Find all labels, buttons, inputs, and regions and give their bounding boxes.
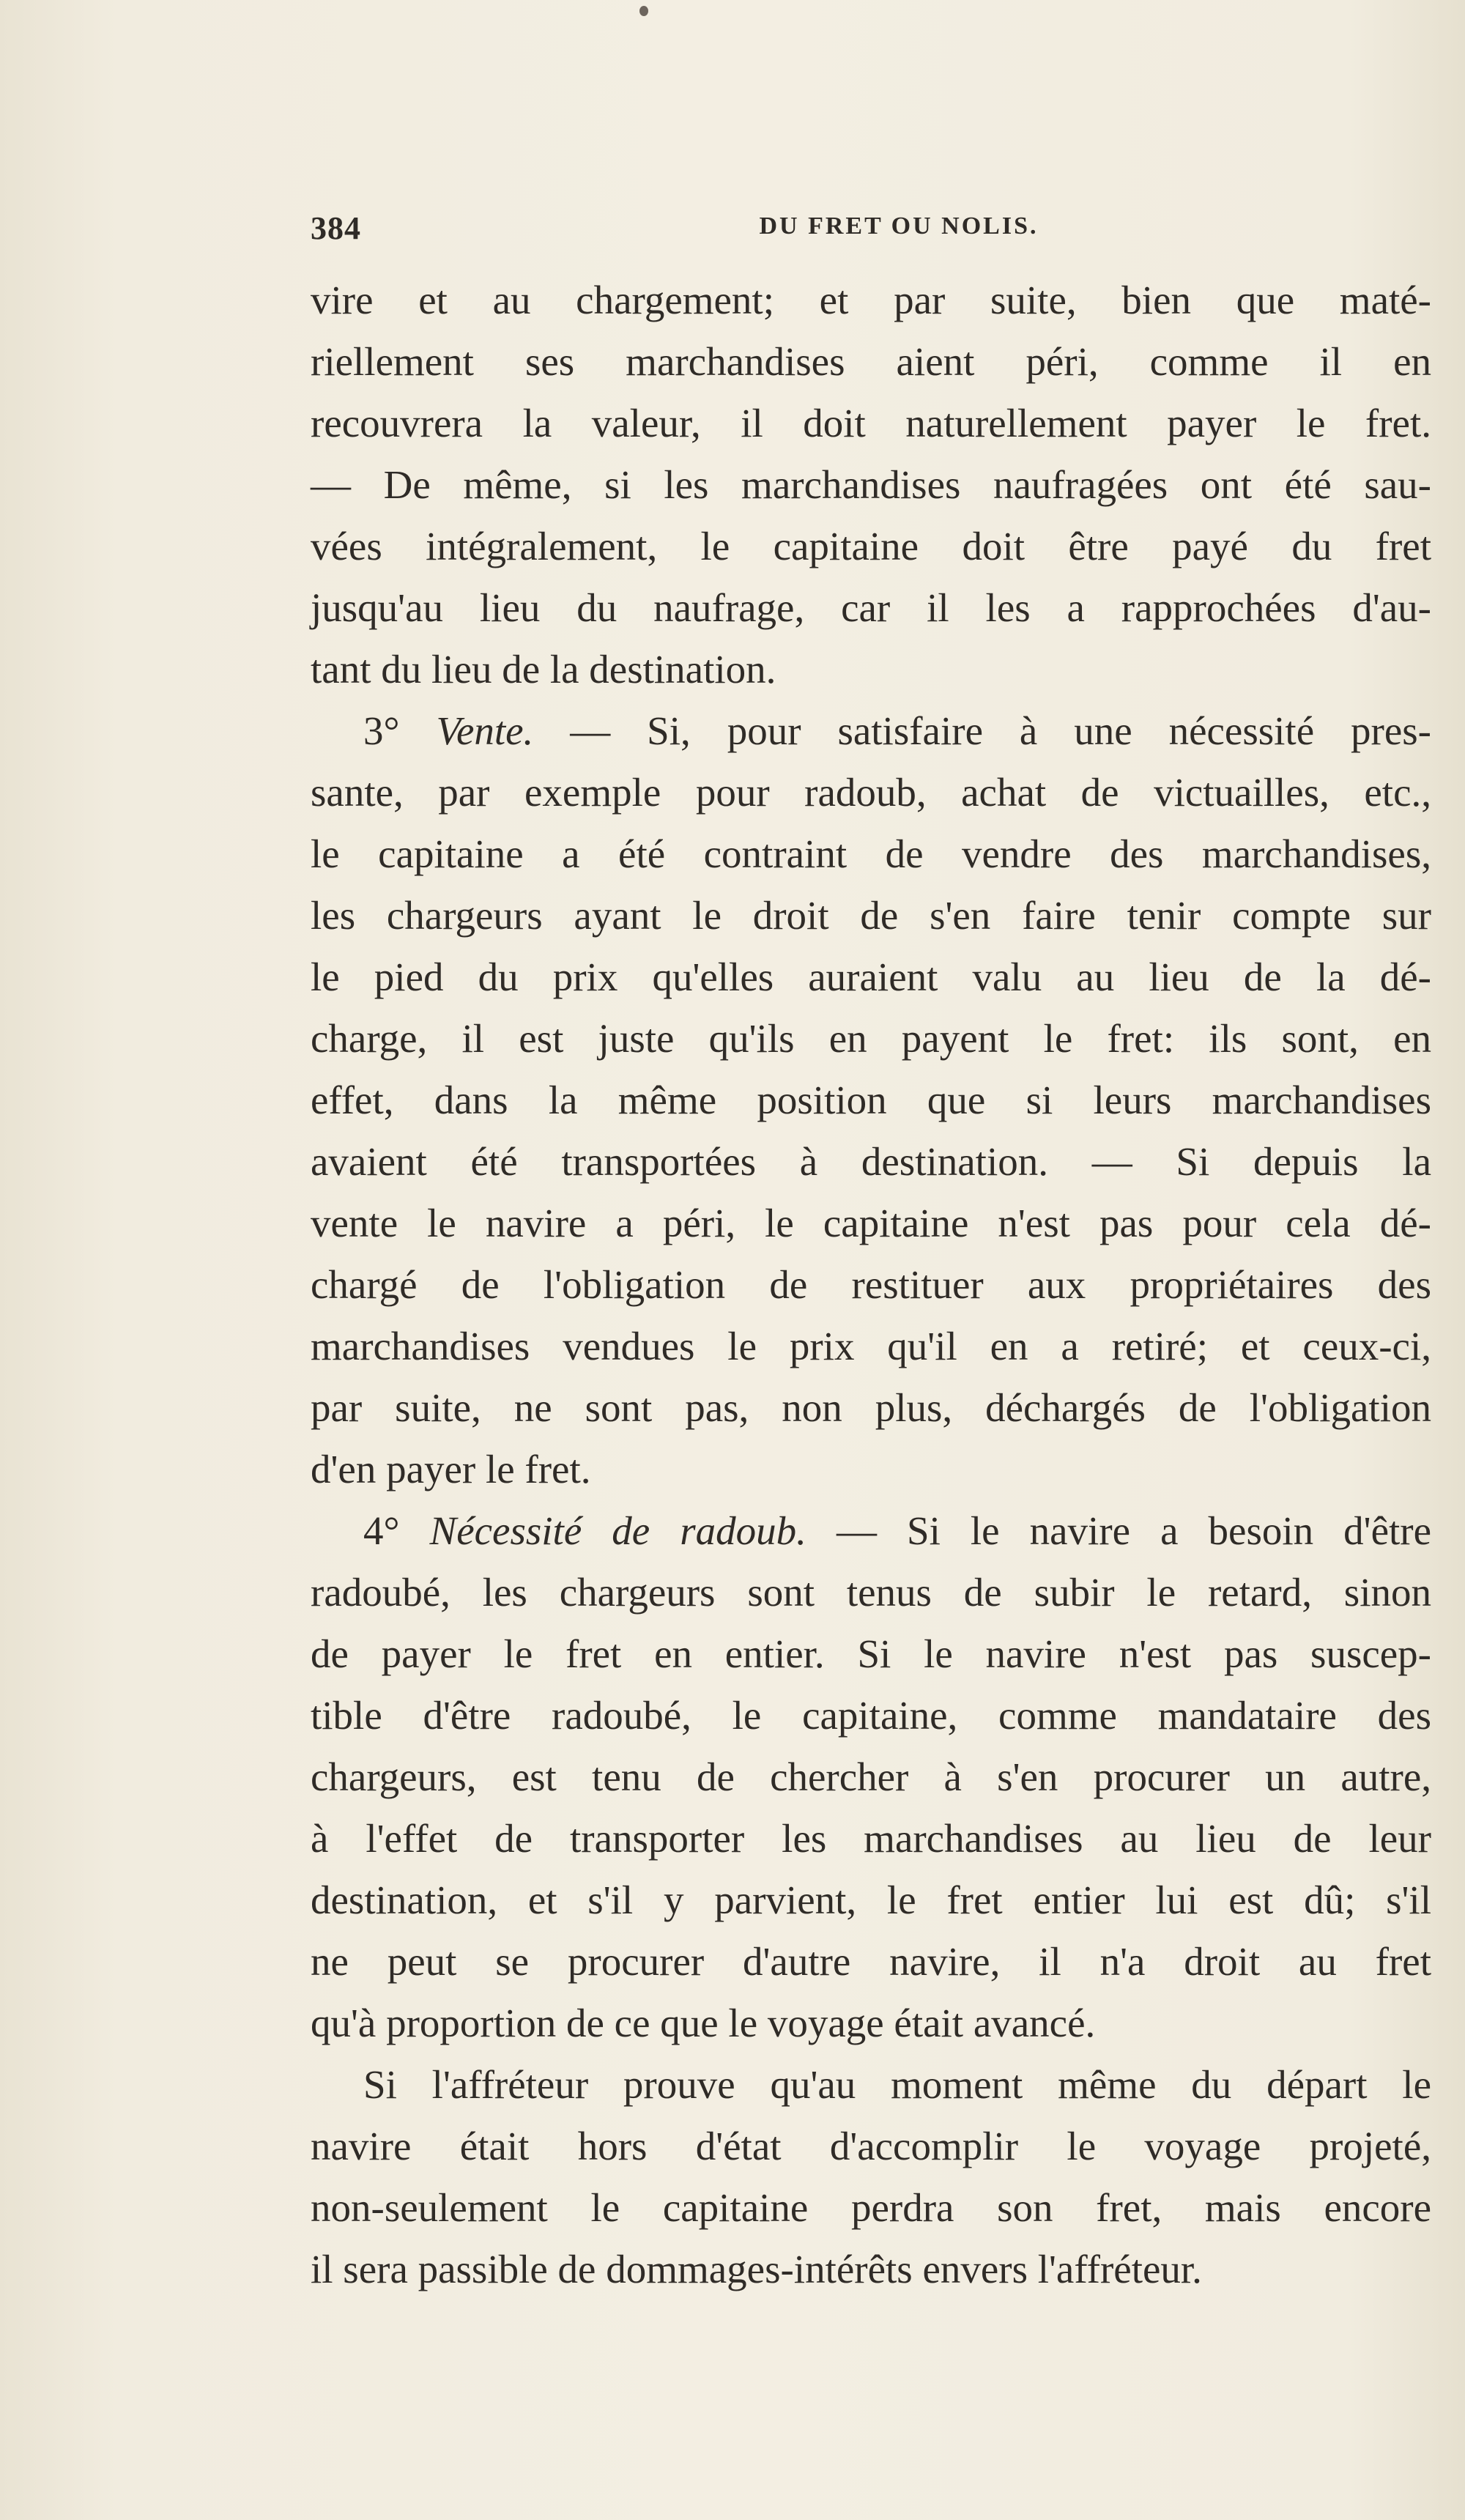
text-line: charge, il est juste qu'ils en payent le fret: ils sont, en <box>311 1016 1431 1061</box>
text-line: le pied du prix qu'elles auraient valu au lieu de la dé- <box>311 955 1431 999</box>
paragraph-end-line: qu'à proportion de ce que le voyage était avancé. <box>311 2001 1096 2045</box>
paragraph-end-line: il sera passible de dommages-intérêts envers l'affréteur. <box>311 2247 1202 2291</box>
text-line: chargeurs, est tenu de chercher à s'en procurer un autre, <box>311 1754 1431 1799</box>
text-line: vente le navire a péri, le capitaine n'est pas pour cela dé- <box>311 1201 1431 1245</box>
body-text <box>311 270 1431 2300</box>
paragraph-end-line: d'en payer le fret. <box>311 1447 591 1491</box>
section-title-radoub: Nécessité de radoub. <box>429 1508 806 1553</box>
text-line: destination, et s'il y parvient, le fret entier lui est dû; s'il <box>311 1878 1431 1922</box>
text-line: de payer le fret en entier. Si le navire n'est pas suscep- <box>311 1631 1431 1676</box>
text-line: vire et au chargement; et par suite, bien que maté- <box>311 278 1431 322</box>
ink-speck <box>639 6 648 16</box>
text-line: riellement ses marchandises aient péri, comme il en <box>311 339 1431 384</box>
section-text: — Si, pour satisfaire à une nécessité pres- <box>533 708 1431 753</box>
section-number: 3° <box>363 708 437 753</box>
text-line: non-seulement le capitaine perdra son fret, mais encore <box>311 2185 1431 2230</box>
text-line: ne peut se procurer d'autre navire, il n'a droit au fret <box>311 1939 1431 1984</box>
text-line: les chargeurs ayant le droit de s'en faire tenir compte sur <box>311 893 1431 938</box>
text-line: par suite, ne sont pas, non plus, déchargés de l'obligation <box>311 1385 1431 1430</box>
text-line: recouvrera la valeur, il doit naturellement payer le fret. <box>311 401 1431 445</box>
section-number: 4° <box>363 1508 430 1553</box>
text-line: chargé de l'obligation de restituer aux propriétaires des <box>311 1262 1431 1307</box>
section-title-vente: Vente. <box>436 708 534 753</box>
text-line: sante, par exemple pour radoub, achat de victuailles, etc., <box>311 770 1431 815</box>
text-line: effet, dans la même position que si leurs marchandises <box>311 1078 1431 1122</box>
paragraph-start-line: Si l'affréteur prouve qu'au moment même du départ le <box>363 2062 1431 2107</box>
section-heading-line-radoub <box>311 1500 1431 1562</box>
text-line: marchandises vendues le prix qu'il en a retiré; et ceux-ci, <box>311 1324 1431 1368</box>
text-line: radoubé, les chargeurs sont tenus de subir le retard, sinon <box>311 1570 1431 1615</box>
section-heading-line-vente <box>311 700 1431 762</box>
text-line: avaient été transportées à destination. — Si depuis la <box>311 1139 1431 1184</box>
running-header <box>311 210 1428 251</box>
text-line: à l'effet de transporter les marchandises au lieu de leur <box>311 1816 1431 1861</box>
page-number: 384 <box>311 210 361 246</box>
text-line: le capitaine a été contraint de vendre des marchandises, <box>311 831 1431 876</box>
text-line: jusqu'au lieu du naufrage, car il les a rapprochées d'au- <box>311 585 1431 630</box>
text-line: navire était hors d'état d'accomplir le voyage projeté, <box>311 2124 1431 2168</box>
text-line: vées intégralement, le capitaine doit être payé du fret <box>311 524 1431 568</box>
running-title: DU FRET OU NOLIS. <box>759 212 1039 240</box>
text-line: tible d'être radoubé, le capitaine, comme mandataire des <box>311 1693 1431 1738</box>
text-line: — De même, si les marchandises naufragées ont été sau- <box>311 462 1431 507</box>
section-text: — Si le navire a besoin d'être <box>806 1508 1432 1553</box>
paragraph-end-line: tant du lieu de la destination. <box>311 647 776 692</box>
